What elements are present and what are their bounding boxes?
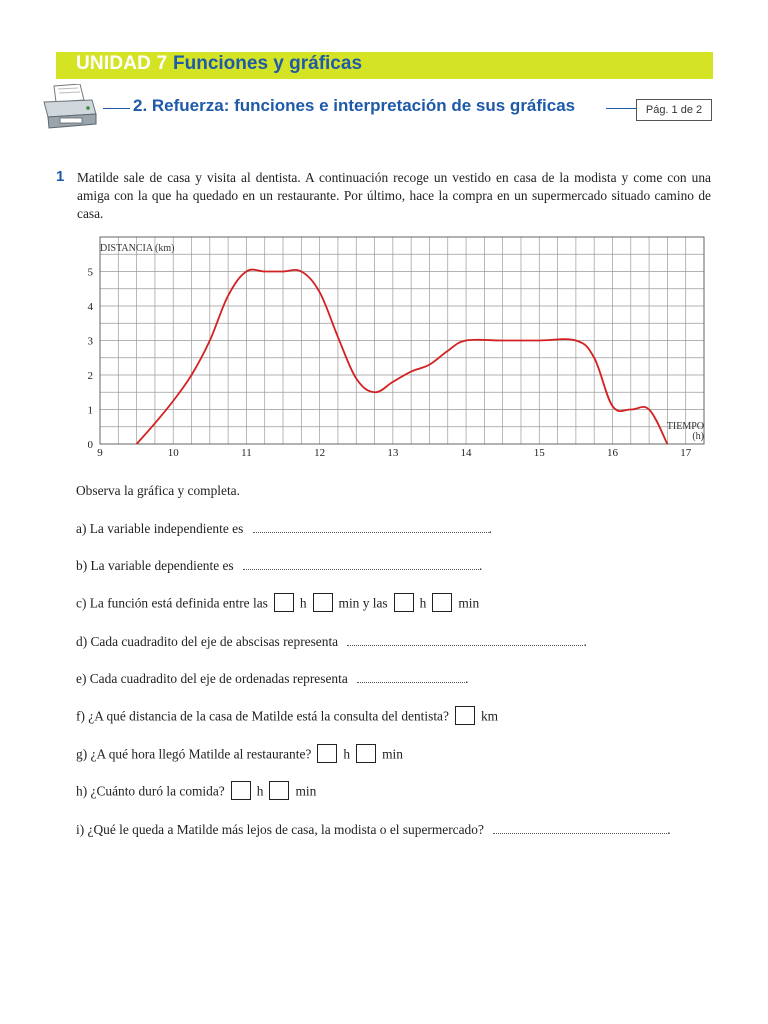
y-tick-label: 4 <box>87 301 93 313</box>
answer-c-min1-box[interactable] <box>313 593 333 612</box>
y-axis-label: DISTANCIA (km) <box>100 243 175 254</box>
distance-time-chart <box>56 232 716 469</box>
x-axis-unit: (h) <box>692 431 704 442</box>
x-tick-label: 12 <box>314 447 326 459</box>
x-tick-label: 11 <box>241 447 252 459</box>
answer-h-hour-box[interactable] <box>231 781 251 800</box>
section-title: 2. Refuerza: funciones e interpretación de sus gráficas <box>133 96 576 115</box>
question-c: c) La función está definida entre las h min y las h min <box>76 595 479 614</box>
x-tick-label: 16 <box>606 447 618 459</box>
question-a: a) La variable independiente es . <box>76 521 493 536</box>
answer-e-field[interactable] <box>357 670 465 683</box>
y-tick-label: 1 <box>87 404 93 417</box>
answer-i-field[interactable] <box>493 821 667 834</box>
page-indicator: Pág. 1 de 2 <box>636 99 712 121</box>
question-g: g) ¿A qué hora llegó Matilde al restaurante? h min <box>76 746 403 765</box>
series-line <box>137 270 668 444</box>
y-tick-label: 2 <box>87 370 93 382</box>
question-d: d) Cada cuadradito del eje de abscisas representa . <box>76 634 587 649</box>
unit-label: UNIDAD 7 <box>76 53 168 74</box>
answer-c-hour2-box[interactable] <box>394 593 414 612</box>
answer-f-box[interactable] <box>455 706 475 725</box>
exercise-number: 1 <box>56 168 65 185</box>
question-h: h) ¿Cuánto duró la comida? h min <box>76 783 316 802</box>
y-tick-label: 0 <box>87 439 93 451</box>
question-i: i) ¿Qué le queda a Matilde más lejos de casa, la modista o el supermercado? . <box>76 822 671 837</box>
title-rule-left <box>103 108 130 109</box>
answer-h-min-box[interactable] <box>269 781 289 800</box>
answer-d-field[interactable] <box>347 633 583 646</box>
x-tick-label: 14 <box>460 447 472 459</box>
title-rule-right <box>606 108 636 109</box>
question-e: e) Cada cuadradito del eje de ordenadas representa . <box>76 671 469 686</box>
question-f: f) ¿A qué distancia de la casa de Matilde está la consulta del dentista? km <box>76 708 498 727</box>
x-tick-label: 15 <box>533 447 545 459</box>
answer-a-field[interactable] <box>253 520 489 533</box>
answer-b-field[interactable] <box>243 557 479 570</box>
printer-icon[interactable] <box>40 84 98 137</box>
question-b: b) La variable dependiente es . <box>76 558 483 573</box>
x-axis-label: TIEMPO <box>666 421 704 432</box>
x-tick-label: 10 <box>167 447 179 459</box>
answer-g-hour-box[interactable] <box>317 744 337 763</box>
x-tick-label: 17 <box>680 447 692 459</box>
unit-title: Funciones y gráficas <box>173 53 363 74</box>
answer-c-min2-box[interactable] <box>432 593 452 612</box>
x-tick-label: 9 <box>97 447 103 459</box>
answer-g-min-box[interactable] <box>356 744 376 763</box>
answer-c-hour1-box[interactable] <box>274 593 294 612</box>
y-tick-label: 3 <box>87 335 93 348</box>
x-tick-label: 13 <box>387 447 399 459</box>
exercise-statement: Matilde sale de casa y visita al dentista. A continuación recoge un vestido en casa de la modista y come con una amiga con la que ha quedado en un restaurante. Por último, hace la compra en un supermercado situado camino de casa. <box>77 170 711 221</box>
y-tick-label: 5 <box>87 266 93 279</box>
chart-grid <box>100 237 704 444</box>
instructions: Observa la gráfica y completa. <box>76 483 240 498</box>
